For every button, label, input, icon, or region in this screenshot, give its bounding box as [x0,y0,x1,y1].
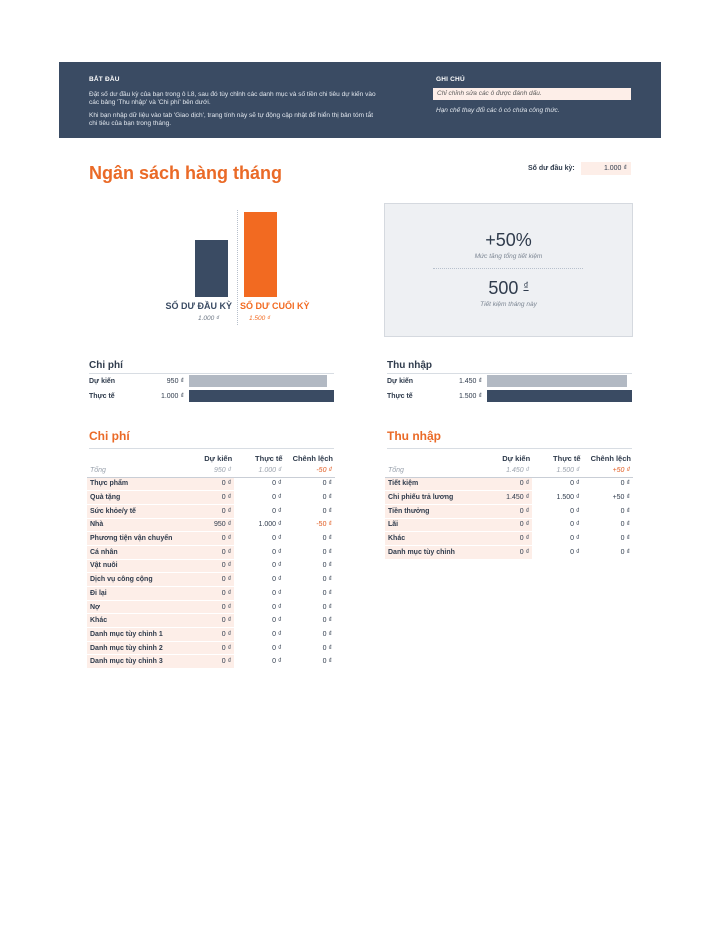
table-row [87,559,335,573]
income-compare-row [387,378,632,388]
income-total-actual: 1.500 ₫ [532,465,582,477]
expenses-cell-actual: 0 ₫ [234,545,284,559]
expenses-header-diff: Chênh lệch [292,454,333,463]
expenses-cell-actual: 0 ₫ [234,532,284,546]
expenses-cell-plan[interactable]: 0 ₫ [184,491,234,505]
currency-symbol: ₫ [523,281,529,292]
expense-compare-value: 950 ₫ [166,378,184,385]
income-cell-diff: 0 ₫ [583,545,633,559]
expenses-cell-name[interactable]: Danh mục tùy chỉnh 1 [87,628,184,642]
expenses-cell-plan[interactable]: 0 ₫ [184,655,234,669]
expenses-table-rule [89,448,334,449]
expenses-cell-plan[interactable]: 950 ₫ [184,518,234,532]
income-compare-row [387,393,632,403]
expenses-cell-actual: 0 ₫ [234,587,284,601]
expense-compare-label: Dự kiến [89,378,116,385]
income-cell-plan[interactable]: 0 ₫ [482,518,532,532]
savings-kpi-panel [384,203,633,337]
expenses-cell-plan[interactable]: 0 ₫ [184,545,234,559]
table-row [87,532,335,546]
income-cell-diff: 0 ₫ [583,477,633,491]
expenses-cell-plan[interactable]: 0 ₫ [184,614,234,628]
expenses-cell-plan[interactable]: 0 ₫ [184,641,234,655]
expenses-cell-name[interactable]: Khác [87,614,184,628]
start-heading: BẮT ĐẦU [89,76,120,83]
table-row [385,518,633,532]
expenses-cell-plan[interactable]: 0 ₫ [184,532,234,546]
income-compare-value: 1.500 ₫ [458,393,482,400]
income-cell-actual: 0 ₫ [532,504,582,518]
income-cell-diff: 0 ₫ [583,504,633,518]
income-header-actual: Thực tế [553,454,581,463]
income-cell-actual: 0 ₫ [532,477,582,491]
table-row [87,655,335,669]
expense-compare-value: 1.000 ₫ [160,393,184,400]
income-cell-name[interactable]: Tiền thưởng [385,504,482,518]
opening-balance-input[interactable]: 1.000 ₫ [581,162,631,175]
notes-highlight: Chỉ chỉnh sửa các ô được đánh dấu. [433,88,631,100]
income-cell-actual: 1.500 ₫ [532,491,582,505]
income-table-title: Thu nhập [387,429,441,443]
page-title: Ngân sách hàng tháng [89,163,283,183]
expenses-total-row [87,465,335,477]
expense-compare-bar [189,390,334,402]
income-cell-plan[interactable]: 0 ₫ [482,504,532,518]
expenses-table-title: Chi phí [89,429,130,443]
income-cell-diff: +50 ₫ [583,491,633,505]
income-cell-diff: 0 ₫ [583,532,633,546]
expense-compare-row [89,378,334,388]
income-header-plan: Dự kiến [502,454,531,463]
income-total-name: Tổng [385,465,482,477]
chart-category-label: SỐ DƯ ĐẦU KỲ [165,301,232,311]
expenses-cell-actual: 0 ₫ [234,477,284,491]
expenses-cell-diff: 0 ₫ [285,587,335,601]
expenses-cell-diff: 0 ₫ [285,477,335,491]
table-row [385,504,633,518]
expenses-cell-name[interactable]: Cá nhân [87,545,184,559]
expenses-cell-name[interactable]: Danh mục tùy chỉnh 3 [87,655,184,669]
monthly-savings-value: 500 ₫ [488,278,529,298]
income-cell-plan[interactable]: 0 ₫ [482,545,532,559]
table-row [385,477,633,491]
expenses-cell-diff: 0 ₫ [285,491,335,505]
opening-balance-label: Số dư đầu kỳ: [528,165,575,172]
table-row [87,614,335,628]
chart-value-label: 1.500 ₫ [249,315,271,322]
expenses-cell-name[interactable]: Danh mục tùy chỉnh 2 [87,641,184,655]
table-row [87,641,335,655]
table-row [385,491,633,505]
savings-increase-value: +50% [485,230,532,250]
expense-compare-row [89,393,334,403]
savings-increase-caption: Mức tăng tổng tiết kiệm [474,253,543,260]
monthly-savings-caption: Tiết kiệm tháng này [480,301,537,308]
income-compare-rule [387,373,632,374]
expenses-total-plan: 950 ₫ [184,465,234,477]
expenses-total-name: Tổng [87,465,184,477]
expenses-cell-actual: 0 ₫ [234,559,284,573]
income-compare-bar [487,375,627,387]
income-cell-actual: 0 ₫ [532,518,582,532]
income-cell-actual: 0 ₫ [532,545,582,559]
expenses-cell-plan[interactable]: 0 ₫ [184,587,234,601]
expense-compare-rule [89,373,334,374]
notes-paragraph: Hạn chế thay đổi các ô có chứa công thức. [436,107,560,114]
income-cell-name[interactable]: Chi phiếu trả lương [385,491,482,505]
income-compare-value: 1.450 ₫ [458,378,482,385]
income-cell-plan[interactable]: 0 ₫ [482,532,532,546]
balance-chart [140,200,340,335]
income-total-plan: 1.450 ₫ [482,465,532,477]
income-total-row [385,465,633,477]
expenses-table [87,452,335,669]
income-cell-name[interactable]: Lãi [385,518,482,532]
table-row [87,518,335,532]
expenses-cell-diff: 0 ₫ [285,655,335,669]
expenses-cell-plan[interactable]: 0 ₫ [184,504,234,518]
expenses-cell-actual: 0 ₫ [234,628,284,642]
income-cell-diff: 0 ₫ [583,518,633,532]
table-row [385,532,633,546]
table-row [87,491,335,505]
expenses-total-diff: -50 ₫ [285,465,335,477]
income-compare-title: Thu nhập [387,360,432,371]
notes-heading: GHI CHÚ [436,76,465,83]
table-row [87,573,335,587]
expenses-cell-actual: 0 ₫ [234,600,284,614]
income-cell-name[interactable]: Danh mục tùy chỉnh [385,545,482,559]
income-cell-name[interactable]: Tiết kiệm [385,477,482,491]
expenses-cell-plan[interactable]: 0 ₫ [184,573,234,587]
expenses-cell-diff: 0 ₫ [285,559,335,573]
expenses-header-blank [87,452,184,465]
income-cell-actual: 0 ₫ [532,532,582,546]
table-row [87,477,335,491]
expenses-cell-name[interactable]: Sức khỏe/y tế [87,504,184,518]
expenses-cell-diff: 0 ₫ [285,614,335,628]
expenses-cell-diff: 0 ₫ [285,628,335,642]
expenses-cell-diff: 0 ₫ [285,641,335,655]
chart-bar-opening [195,240,228,297]
table-row [87,587,335,601]
table-row [87,628,335,642]
income-cell-plan[interactable]: 0 ₫ [482,477,532,491]
expenses-cell-actual: 0 ₫ [234,641,284,655]
expenses-cell-plan[interactable]: 0 ₫ [184,600,234,614]
expense-compare-title: Chi phí [89,360,123,371]
income-compare-label: Dự kiến [387,378,414,385]
expenses-cell-actual: 0 ₫ [234,504,284,518]
income-compare-label: Thực tế [387,393,413,400]
table-row [87,545,335,559]
expenses-cell-diff: 0 ₫ [285,532,335,546]
expenses-cell-diff: 0 ₫ [285,600,335,614]
expense-compare-bar [189,375,327,387]
expenses-cell-name[interactable]: Đi lại [87,587,184,601]
getting-started-banner [59,62,661,138]
chart-divider [237,210,238,325]
chart-value-label: 1.000 ₫ [198,315,220,322]
expenses-total-actual: 1.000 ₫ [234,465,284,477]
expenses-cell-plan[interactable]: 0 ₫ [184,477,234,491]
expenses-cell-name[interactable]: Quà tặng [87,491,184,505]
expenses-cell-name[interactable]: Dịch vụ công cộng [87,573,184,587]
expenses-cell-actual: 1.000 ₫ [234,518,284,532]
income-table [385,452,633,560]
expenses-cell-diff: 0 ₫ [285,545,335,559]
expenses-cell-diff: 0 ₫ [285,573,335,587]
expenses-cell-name[interactable]: Vật nuôi [87,559,184,573]
start-paragraph-1: Đặt số dư đầu kỳ của bạn trong ô L8, sau đó tùy chỉnh các danh mục và số tiền chi tiêu dự kiến vào các bảng 'Thu nhập' và 'Chi phí' bên dưới. [89,91,376,106]
table-row [87,600,335,614]
income-header-diff: Chênh lệch [590,454,631,463]
income-total-diff: +50 ₫ [583,465,633,477]
income-header-blank [385,452,482,465]
expenses-cell-name[interactable]: Phương tiện vận chuyển [87,532,184,546]
expenses-cell-diff: -50 ₫ [285,518,335,532]
start-paragraph-2: Khi bạn nhập dữ liệu vào tab 'Giao dịch', trang tính này sẽ tự động cập nhật để hiển thị bản tóm tắt chi tiêu của bạn trong tháng. [89,112,374,127]
expenses-cell-actual: 0 ₫ [234,614,284,628]
expenses-cell-plan[interactable]: 0 ₫ [184,559,234,573]
expenses-cell-name[interactable]: Nhà [87,518,184,532]
expenses-header-plan: Dự kiến [204,454,233,463]
expenses-cell-name[interactable]: Nợ [87,600,184,614]
income-compare-bar [487,390,632,402]
expenses-cell-actual: 0 ₫ [234,655,284,669]
chart-category-label: SỐ DƯ CUỐI KỲ [240,301,310,311]
income-cell-plan[interactable]: 1.450 ₫ [482,491,532,505]
table-row [385,545,633,559]
chart-bar-closing [244,212,277,297]
expenses-header-actual: Thực tế [255,454,283,463]
kpi-separator [433,268,583,269]
expenses-cell-name[interactable]: Thực phẩm [87,477,184,491]
expense-compare-label: Thực tế [89,393,115,400]
income-cell-name[interactable]: Khác [385,532,482,546]
table-row [87,504,335,518]
expenses-cell-actual: 0 ₫ [234,491,284,505]
expenses-cell-plan[interactable]: 0 ₫ [184,628,234,642]
income-table-rule [387,448,632,449]
expenses-cell-diff: 0 ₫ [285,504,335,518]
expenses-cell-actual: 0 ₫ [234,573,284,587]
